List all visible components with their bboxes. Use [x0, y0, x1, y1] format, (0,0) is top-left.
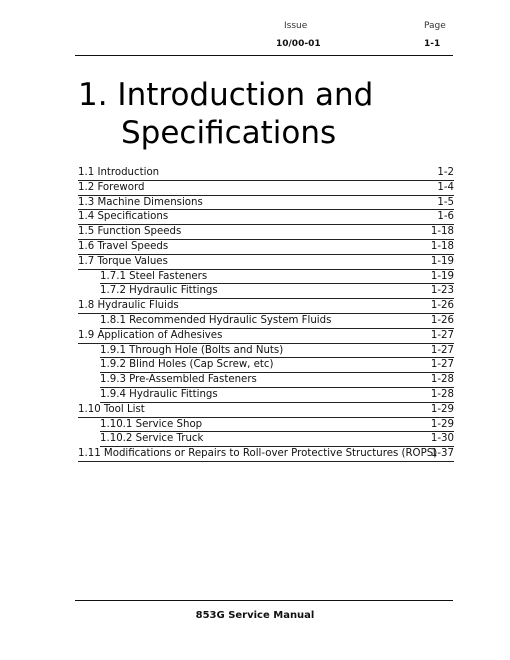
toc-entry-page[interactable]: 1-5	[437, 196, 454, 208]
toc-entry[interactable]	[78, 447, 454, 462]
toc-entry[interactable]	[100, 418, 454, 433]
toc-entry-label[interactable]: 1.9.2 Blind Holes (Cap Screw, etc)	[100, 359, 274, 371]
toc-entry-label[interactable]: 1.8 Hydraulic Fluids	[78, 300, 179, 312]
toc-entry[interactable]	[78, 181, 454, 196]
toc-entry-label[interactable]: 1.8.1 Recommended Hydraulic System Fluids	[100, 314, 332, 326]
toc-entry-label[interactable]: 1.3 Machine Dimensions	[78, 196, 203, 208]
toc-entry[interactable]	[100, 284, 454, 299]
toc-entry-label[interactable]: 1.9.1 Through Hole (Bolts and Nuts)	[100, 344, 284, 356]
toc-entry-page[interactable]: 1-30	[430, 433, 454, 445]
toc-entry[interactable]	[100, 270, 454, 285]
toc-entry[interactable]	[100, 373, 454, 388]
toc-entry-label[interactable]: 1.1 Introduction	[78, 167, 160, 178]
issue-value: 10/00-01	[276, 39, 321, 49]
page-label: Page	[424, 21, 446, 31]
toc-entry-page[interactable]: 1-6	[437, 211, 454, 223]
footer-divider	[75, 600, 453, 601]
toc-entry[interactable]	[100, 314, 454, 329]
toc-entry[interactable]	[78, 166, 454, 181]
toc-entry[interactable]	[100, 432, 454, 447]
toc-entry-page[interactable]: 1-18	[430, 226, 454, 238]
toc-entry-page[interactable]: 1-27	[430, 359, 454, 371]
toc-entry-page[interactable]: 1-2	[437, 167, 454, 178]
toc-entry[interactable]	[78, 329, 454, 344]
chapter-title	[78, 76, 373, 152]
toc-entry-page[interactable]: 1-26	[430, 300, 454, 312]
toc-entry-label[interactable]: 1.9.4 Hydraulic Fittings	[100, 388, 218, 400]
toc-entry-label[interactable]: 1.10.2 Service Truck	[100, 433, 204, 445]
toc-entry[interactable]	[78, 255, 454, 270]
toc-entry[interactable]	[100, 344, 454, 359]
toc-entry-page[interactable]: 1-27	[430, 344, 454, 356]
chapter-title-line-1: 1. Introduction and	[78, 77, 374, 113]
toc-entry[interactable]	[78, 225, 454, 240]
toc-entry-page[interactable]: 1-28	[430, 388, 454, 400]
toc-entry-label[interactable]: 1.10.1 Service Shop	[100, 418, 203, 430]
toc-entry[interactable]	[100, 388, 454, 403]
toc-entry-label[interactable]: 1.5 Function Speeds	[78, 226, 182, 238]
toc-entry-page[interactable]: 1-27	[430, 329, 454, 341]
toc-entry-page[interactable]: 1-29	[430, 403, 454, 415]
toc-entry[interactable]	[100, 358, 454, 373]
toc-entry[interactable]	[78, 240, 454, 255]
toc-entry[interactable]	[78, 196, 454, 211]
page-value: 1-1	[424, 39, 441, 49]
toc-entry-label[interactable]: 1.7 Torque Values	[78, 255, 168, 267]
toc-entry-page[interactable]: 1-4	[437, 181, 454, 193]
toc-entry-page[interactable]: 1-23	[430, 285, 454, 297]
toc-entry-label[interactable]: 1.11 Modifications or Repairs to Roll-over Protective Structures (ROPS)	[78, 448, 438, 460]
table-of-contents	[78, 166, 454, 462]
toc-entry-page[interactable]: 1-19	[430, 270, 454, 282]
toc-entry-label[interactable]: 1.6 Travel Speeds	[78, 240, 169, 252]
footer-title: 853G Service Manual	[195, 610, 315, 621]
toc-entry[interactable]	[78, 210, 454, 225]
issue-label: Issue	[284, 21, 308, 31]
toc-entry-page[interactable]: 1-18	[430, 240, 454, 252]
toc-entry-label[interactable]: 1.4 Specifications	[78, 211, 169, 223]
toc-entry-label[interactable]: 1.10 Tool List	[78, 403, 145, 415]
header-divider	[75, 55, 453, 56]
toc-entry-label[interactable]: 1.9.3 Pre-Assembled Fasteners	[100, 374, 257, 386]
toc-entry[interactable]	[78, 403, 454, 418]
chapter-title-line-2: Specifications	[121, 115, 337, 151]
toc-entry-label[interactable]: 1.7.1 Steel Fasteners	[100, 270, 208, 282]
toc-entry-page[interactable]: 1-26	[430, 314, 454, 326]
toc-entry[interactable]	[78, 299, 454, 314]
toc-entry-page[interactable]: 1-28	[430, 374, 454, 386]
toc-entry-label[interactable]: 1.2 Foreword	[78, 181, 145, 193]
toc-entry-page[interactable]: 1-37	[430, 448, 454, 460]
toc-entry-label[interactable]: 1.9 Application of Adhesives	[78, 329, 223, 341]
toc-entry-page[interactable]: 1-29	[430, 418, 454, 430]
toc-entry-label[interactable]: 1.7.2 Hydraulic Fittings	[100, 285, 218, 297]
toc-entry-page[interactable]: 1-19	[430, 255, 454, 267]
